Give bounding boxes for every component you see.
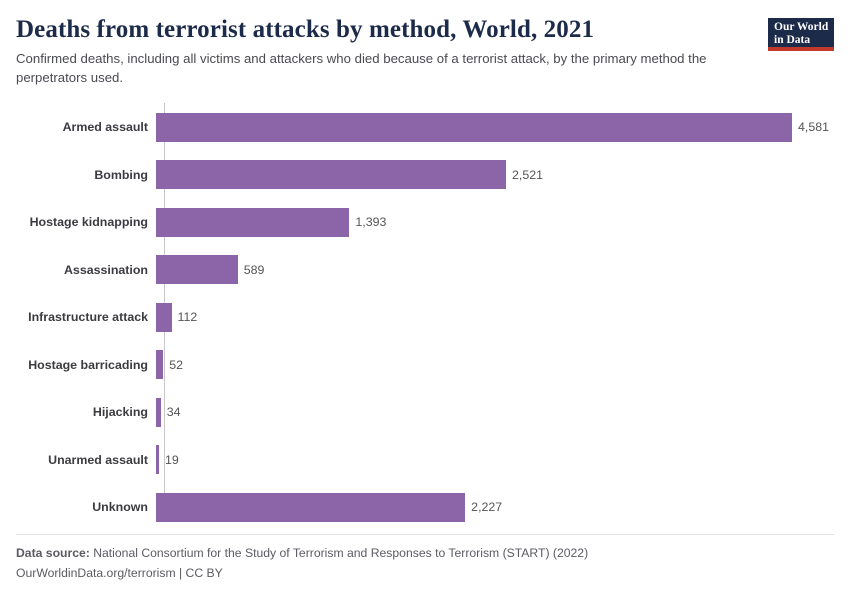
credit-line[interactable]: OurWorldinData.org/terrorism | CC BY: [16, 566, 223, 581]
bar-track: [156, 436, 834, 484]
data-source-text: National Consortium for the Study of Terrorism and Responses to Terrorism (START) (2022): [93, 546, 589, 561]
bar-category-label: Hijacking: [92, 405, 148, 420]
logo-line-1: Our World: [774, 21, 829, 33]
bar[interactable]: [156, 113, 792, 142]
bar-row: [16, 436, 834, 484]
bar[interactable]: [156, 350, 163, 379]
bar-value-label: 589: [243, 262, 265, 277]
bar-value-label: 1,393: [355, 215, 387, 230]
bar-row: [16, 293, 834, 341]
bar-value-label: 112: [177, 310, 198, 325]
chart-subtitle: Confirmed deaths, including all victims and attackers who died because of a terrorist attack, by the primary method the perpetrators used.: [16, 51, 707, 85]
bar-row: [16, 198, 834, 246]
bar-row: [16, 483, 834, 531]
bar-track: [156, 341, 834, 389]
page-title: Deaths from terrorist attacks by method, World, 2021: [16, 16, 595, 43]
bar-rows: [16, 103, 834, 531]
bar-category-label: Hostage barricading: [28, 357, 148, 372]
bar[interactable]: [156, 493, 465, 522]
bar-track: [156, 246, 834, 294]
bar-value-label: 4,581: [798, 120, 830, 135]
data-source-label: Data source:: [16, 546, 90, 561]
our-world-in-data-logo[interactable]: [768, 18, 834, 51]
chart-footer: [16, 534, 834, 584]
bar-category-label: Unarmed assault: [48, 452, 148, 467]
bar-value-label: 34: [166, 405, 181, 420]
bar-chart: [16, 103, 834, 521]
data-source-line: [16, 544, 834, 564]
bar-track: [156, 103, 834, 151]
bar[interactable]: [156, 255, 238, 284]
bar-category-label: Infrastructure attack: [28, 310, 148, 325]
bar[interactable]: [156, 445, 159, 474]
bar-category-label: Armed assault: [62, 120, 148, 135]
bar-row: [16, 103, 834, 151]
logo-line-2: in Data: [774, 33, 811, 46]
bar-row: [16, 151, 834, 199]
chart-header: [16, 16, 834, 87]
bar-row: [16, 341, 834, 389]
bar-category-label: Assassination: [63, 262, 148, 277]
bar[interactable]: [156, 303, 172, 332]
bar-value-label: 19: [165, 452, 179, 467]
bar[interactable]: [156, 208, 349, 237]
bar-row: [16, 246, 834, 294]
bar-value-label: 2,521: [512, 167, 544, 182]
bar-row: [16, 388, 834, 436]
bar[interactable]: [156, 398, 161, 427]
bar-category-label: Bombing: [94, 167, 148, 182]
bar-track: [156, 293, 834, 341]
bar-value-label: 52: [169, 357, 184, 372]
bar-category-label: Unknown: [92, 500, 148, 515]
bar-track: [156, 483, 834, 531]
bar-track: [156, 198, 834, 246]
bar-track: [156, 151, 834, 199]
bar-track: [156, 388, 834, 436]
bar[interactable]: [156, 160, 506, 189]
bar-category-label: Hostage kidnapping: [29, 215, 148, 230]
bar-value-label: 2,227: [471, 500, 503, 515]
